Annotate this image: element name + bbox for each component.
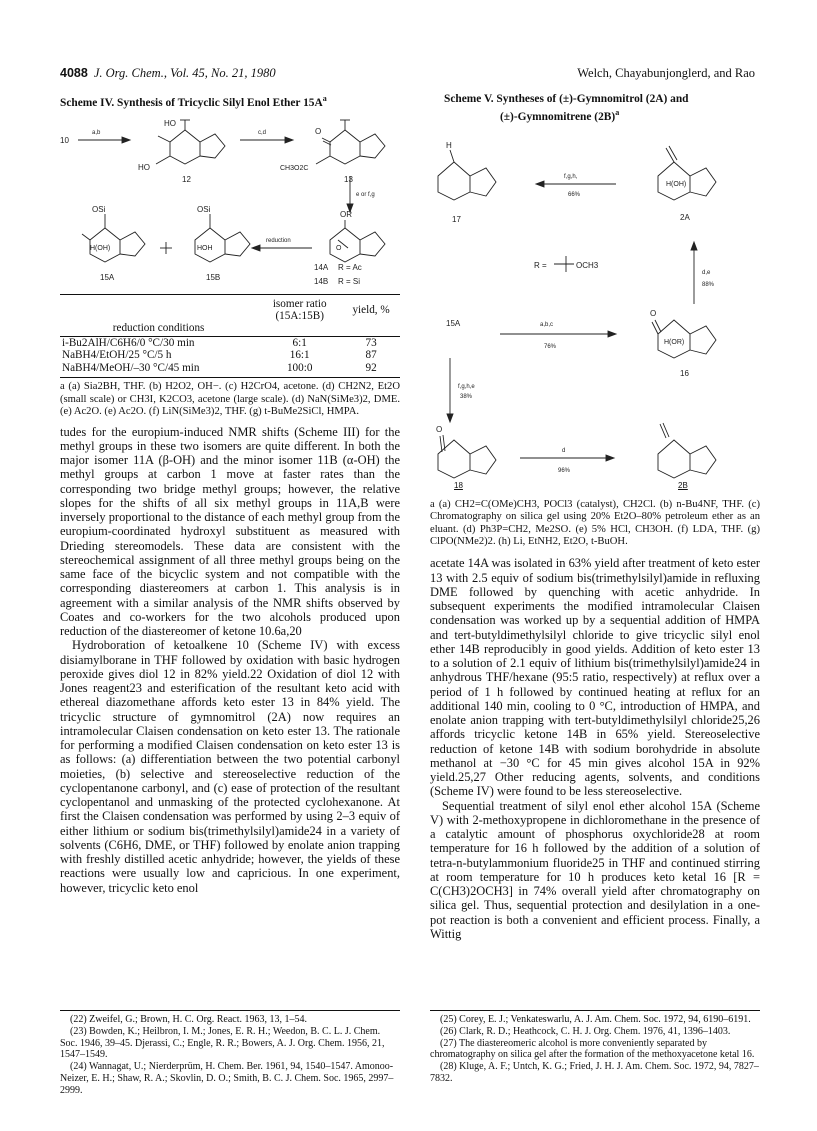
table-header-row — [60, 294, 400, 322]
label-step-fghe: f,g,h,e — [458, 383, 475, 390]
label-hoh-15a: H(OH) — [90, 244, 111, 252]
label-o-16: O — [650, 308, 657, 318]
label-step-de: d,e — [702, 269, 711, 276]
reference: (24) Wannagat, U.; Nierderprüm, H. Chem. Ber. 1961, 94, 1540–1547. Amonoo-Neizer, E. H.; Shaw, R. A.; Skovlin, D. O.; Smith, B. C. J. Chem. Soc. 1965, 2997–2999. — [60, 1061, 394, 1096]
header-yield: yield, % — [342, 294, 400, 322]
reference: (22) Zweifel, G.; Brown, H. C. Org. React. 1963, 13, 1–54. — [70, 1014, 308, 1025]
label-c2b: 2B — [678, 480, 688, 490]
label-c14b: 14B — [314, 276, 329, 286]
table-row: i-Bu2AlH/C6H6/0 °C/30 min 6:1 73 — [62, 336, 377, 349]
header-conditions: reduction conditions — [60, 322, 257, 337]
scheme-iv-title-sup: a — [322, 94, 327, 103]
paragraph: tudes for the europium-induced NMR shifts (Scheme III) for the methyl groups in these two isomers are quite different. In both the major isomer 11A (β-OH) and the minor isomer 11B (α-OH) the methyl groups at carbon 1 move at faster rates than the corresponding two bridge methyl groups; however, the relative slopes for the shifts of all six methyl groups in 11A,B were inversely proportional to the distance of each methyl group from the europium-coordinated hydroxyl substituent as measured with Drieding stereomodels. These data are consistent with the stereochemical assignment of all three methyl groups being on the same face of the bicyclic system and not compatible with the corresponding diastereomers at carbon 1. This analysis is in agreement with a similar analysis of the NMR shifts observed by Coates and co-workers for the two alcohols produced upon reduction of the diastereomer of ketone 10.6a,20 — [60, 424, 400, 639]
reference: (28) Kluge, A. F.; Untch, K. G.; Fried, J. H. J. Am. Chem. Soc. 1972, 94, 7827–7832. — [430, 1061, 759, 1084]
body-text-right — [430, 556, 760, 941]
label-yield-38: 38% — [460, 393, 473, 400]
label-c12: 12 — [182, 174, 191, 184]
label-ho-top: HO — [164, 118, 176, 128]
label-c18: 18 — [454, 480, 463, 490]
running-header — [60, 66, 755, 84]
header-authors: Welch, Chayabunjonglerd, and Rao — [577, 66, 755, 80]
left-column — [60, 92, 400, 895]
label-c14a: 14A — [314, 262, 329, 272]
scheme-iv-title — [60, 92, 400, 110]
label-step-abc: a,b,c — [540, 321, 554, 328]
label-hoh-2a: H(OH) — [666, 180, 687, 188]
reference: (27) The diastereomeric alcohol is more conveniently separated by chromatography on silica gel after the formation of the methoxyacetone ketal 16. — [430, 1037, 755, 1061]
header-ratio: isomer ratio (15A:15B) — [257, 294, 342, 322]
scheme-iv-title-text: Scheme IV. Synthesis of Tricyclic Silyl Enol Ether 15A — [60, 96, 323, 109]
label-step-fgh: f,g,h, — [564, 173, 578, 180]
label-ch3o2c: CH3O2C — [280, 164, 309, 172]
label-reduction: reduction — [266, 237, 291, 244]
scheme-v-title: Scheme V. Syntheses of (±)-Gymnomitrol (2A) and (±)-Gymnomitrene $(2B)^a$ — [444, 93, 689, 123]
page-number: 4088 — [60, 66, 88, 80]
label-r14b: R = Si — [338, 276, 361, 286]
label-or: OR — [340, 209, 352, 219]
label-o-14: O — [336, 244, 342, 252]
label-c15b: 15B — [206, 272, 221, 282]
label-c2a: 2A — [680, 212, 690, 222]
label-r-def: R = — [534, 260, 547, 270]
label-yield-76: 76% — [544, 343, 557, 350]
label-step-d: d — [562, 447, 566, 454]
label-ho-left: HO — [138, 162, 150, 172]
label-hor-16: H(OR) — [664, 338, 685, 346]
body-text-left — [60, 425, 400, 895]
table-row: NaBH4/MeOH/–30 °C/45 min 100:0 92 — [60, 362, 400, 378]
scheme-v-diagram — [430, 126, 760, 481]
label-step-ef: e or f,g — [356, 191, 375, 198]
references-right — [430, 1010, 760, 1085]
paragraph: acetate 14A was isolated in 63% yield after treatment of keto ester 13 with 2.5 equiv of sodium bis(trimethylsilyl)amide in refluxing DME followed by quenching with acetic anhydride. In subsequent experiments the modified intramolecular Claisen condensation was worked up by a sequential addition of HMPA and tert-butyldimethylsilyl chloride to give tricyclic silyl enol ether 14B reproducibly in good yields. Addition of keto ester 13 to a solution of 2.1 equiv of lithium bis(trimethylsilyl)amide24 in anhydrous THF/hexane (95:5 ratio, respectively) at reflux over a period of 1 h followed by continued heating at reflux for an additional 140 min, cooling to 0 °C, introduction of HMPA, and enolate anion trapping with tert-butyldimethylsilyl chloride25,26 affords tricyclic ketone 14B in 65% yield. Stereoselective reduction of ketone 14B with sodium borohydride in absolute methanol at −30 °C for 45 min gives alcohol 15A in 92% yield.25,27 Other reducing agents, solvents, and conditions (Scheme IV) were found to be less stereoselective. — [430, 556, 760, 799]
label-och3: OCH3 — [576, 260, 599, 270]
label-c15a-v: 15A — [446, 318, 461, 328]
reference: (23) Bowden, K.; Heilbron, I. M.; Jones, E. R. H.; Weedon, B. C. L. J. Chem. Soc. 1946, 39–45. Djerassi, C.; Engle, R. R.; Bowers, A. J. Org. Chem. 1956, 21, 1547–1549. — [60, 1025, 385, 1061]
label-yield-66: 66% — [568, 191, 581, 198]
scheme-iv-footnote: a (a) Sia2BH, THF. (b) H2O2, OH−. (c) H2CrO4, acetone. (d) CH2N2, Et2O (small scale) or CH3I, K2CO3, acetone (large scale). (d) NaN(SiMe3)2, DME. (e) Ac2O. (e) Ac2O. (f) LiN(SiMe3)2, THF. (g) t-BuMe2SiCl, HMPA. — [60, 381, 400, 418]
label-h-17: H — [446, 140, 452, 150]
label-osi-15a: OSi — [92, 204, 106, 214]
label-c16: 16 — [680, 368, 689, 378]
label-yield-96: 96% — [558, 467, 571, 474]
table-row: NaBH4/EtOH/25 °C/5 h 16:1 87 — [62, 349, 377, 362]
scheme-v-bottom-labels — [430, 481, 760, 495]
label-c15a: 15A — [100, 272, 115, 282]
label-r14a: R = Ac — [338, 262, 362, 272]
scheme-iv-diagram — [60, 112, 400, 292]
label-c13: 13 — [344, 174, 353, 184]
right-column — [430, 92, 760, 941]
reference: (25) Corey, E. J.; Venkateswarlu, A. J. Am. Chem. Soc. 1972, 94, 6190–6191. — [440, 1014, 751, 1025]
label-osi-15b: OSi — [197, 204, 211, 214]
label-hoh-15b: HOH — [197, 244, 213, 252]
references-left — [60, 1010, 400, 1097]
label-step-ab: a,b — [92, 129, 101, 136]
journal-citation: J. Org. Chem., Vol. 45, No. 21, 1980 — [93, 66, 276, 80]
label-o-18: O — [436, 424, 443, 434]
label-c10: 10 — [60, 135, 69, 145]
paragraph: Sequential treatment of silyl enol ether alcohol 15A (Scheme V) with 2-methoxypropene in dichloromethane in the presence of a catalytic amount of phosphorus oxychloride28 at room temperature for 16 h followed by the addition of a solution of tetra-n-butylammonium fluoride25 in THF and continued stirring at room temperature for 10 h produces keto ketal 16 [R = C(CH3)2OCH3] in 74% overall yield after chromatography on silica gel. Thus, sequential protection and desilylation in a one-pot reaction is both a convenient and efficient process. Finally, a Wittig — [430, 798, 760, 941]
label-o-13: O — [315, 126, 322, 136]
reference: (26) Clark, R. D.; Heathcock, C. H. J. Org. Chem. 1976, 41, 1396–1403. — [440, 1025, 731, 1037]
reduction-conditions-table — [60, 294, 400, 379]
label-c17: 17 — [452, 214, 461, 224]
scheme-v-footnote: a (a) CH2=C(OMe)CH3, POCl3 (catalyst), CH2Cl. (b) n-Bu4NF, THF. (c) Chromatography on silica gel using 20% Et2O–80% petroleum ether as an eluant. (d) Ph3P=CH2, Me2SO. (e) 5% HCl, CH3OH. (f) LDA, THF. (g) ClPO(NMe2)2. (h) Li, EtNH2, Et2O, t-BuOH. — [430, 498, 760, 548]
header-left — [60, 66, 276, 81]
paragraph: Hydroboration of ketoalkene 10 (Scheme IV) with excess disiamylborane in THF followed by oxidation with basic hydrogen peroxide gives diol 12 in 82% yield.22 Oxidation of diol 12 with Jones reagent23 and esterification of the resultant keto acid with ethereal diazomethane affords keto ester 13 in 84% yield. The tricyclic structure of gymnomitrol (2A) now requires an intramolecular Claisen condensation on keto ester 13. The rationale for performing a modified Claisen condensation on keto ester 13 is as follows: (a) differentiation between the two potential carbonyl moieties, (b) selective and stereoselective reduction of the cyclopentanone carbonyl, and (c) ease of protection of the resultant cyclopentanol and unmasking of the protected cyclohexanone. At first the Claisen condensation was performed by using 2–3 equiv of either lithium or sodium bis(trimethylsilyl)amide24 in a variety of solvents (C6H6, DME, or THF) followed by enolate anion trapping with freshly distilled acetic anhydride; however, the yields of these reactions were usually low and capricious. In one experiment, however, tricyclic keto enol — [60, 638, 400, 895]
label-step-cd: c,d — [258, 129, 267, 136]
label-yield-88: 88% — [702, 281, 715, 288]
